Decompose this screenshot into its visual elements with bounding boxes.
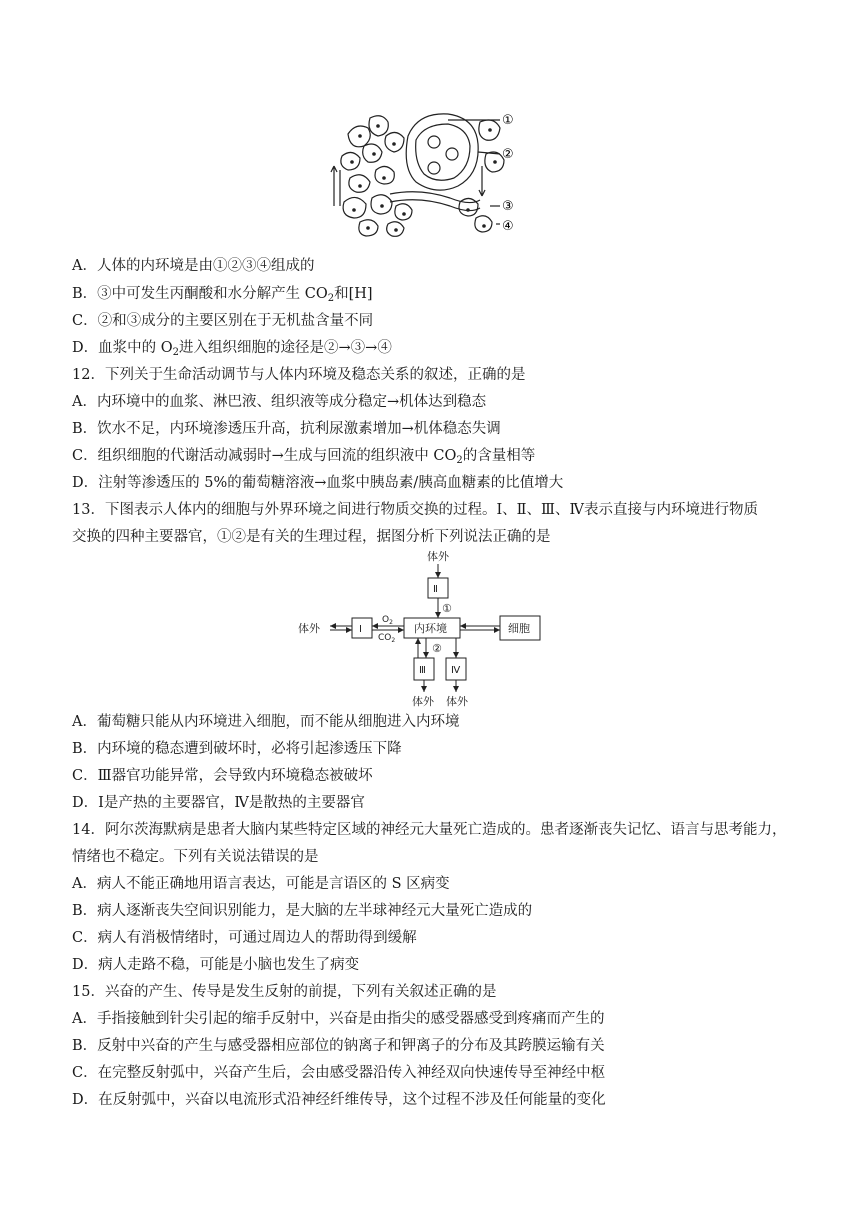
q11-option-c: C．②和③成分的主要区别在于无机盐含量不同 (72, 313, 374, 329)
q12-option-b: B．饮水不足，内环境渗透压升高，抗利尿激素增加→机体稳态失调 (72, 421, 501, 437)
q15-option-d: D．在反射弧中，兴奋以电流形式沿神经纤维传导，这个过程不涉及任何能量的变化 (72, 1092, 606, 1108)
q13-option-c: C．Ⅲ器官功能异常，会导致内环境稳态被破坏 (72, 768, 373, 784)
label-1: ① (502, 113, 514, 128)
q12-stem: 12．下列关于生命活动调节与人体内环境及稳态关系的叙述，正确的是 (72, 367, 526, 383)
q13-stem-line1: 13．下图表示人体内的细胞与外界环境之间进行物质交换的过程。Ⅰ、Ⅱ、Ⅲ、Ⅳ表示直接与内环境进行物质 (72, 502, 758, 518)
o2-label: $O_2$ (382, 615, 393, 626)
process-1: ① (442, 602, 452, 615)
q12-option-c: C．组织细胞的代谢活动减弱时→生成与回流的组织液中 $CO_2$的含量相等 (72, 448, 536, 466)
q12-option-d: D．注射等渗透压的 5%的葡萄糖溶液→血浆中胰岛素/胰高血糖素的比值增大 (72, 475, 564, 491)
organ-2: Ⅱ (433, 584, 438, 595)
internal-environment: 内环境 (414, 622, 447, 635)
q14-option-a: A．病人不能正确地用语言表达，可能是言语区的 S 区病变 (72, 876, 450, 892)
label-3: ③ (502, 199, 514, 214)
outside-left: 体外 (298, 622, 320, 635)
q11-option-d: D．血浆中的 $O_2$进入组织细胞的途径是②→③→④ (72, 340, 392, 358)
exchange-diagram (290, 550, 550, 708)
label-4: ④ (502, 219, 514, 234)
outside-bottom-right: 体外 (446, 695, 468, 708)
organ-1: Ⅰ (359, 624, 362, 635)
q13-option-b: B．内环境的稳态遭到破坏时，必将引起渗透压下降 (72, 741, 402, 757)
q11-option-b: B．③中可发生丙酮酸和水分解产生 $CO_2$和[H] (72, 286, 373, 304)
q15-option-c: C．在完整反射弧中，兴奋产生后，会由感受器沿传入神经双向快速传导至神经中枢 (72, 1065, 606, 1081)
q11-option-a: A．人体的内环境是由①②③④组成的 (72, 258, 315, 274)
q13-option-a: A．葡萄糖只能从内环境进入细胞，而不能从细胞进入内环境 (72, 714, 460, 730)
q14-option-d: D．病人走路不稳，可能是小脑也发生了病变 (72, 957, 360, 973)
cell-label: 细胞 (508, 622, 530, 635)
q13-option-d: D．Ⅰ是产热的主要器官，Ⅳ是散热的主要器官 (72, 795, 365, 811)
q12-option-a: A．内环境中的血浆、淋巴液、组织液等成分稳定→机体达到稳态 (72, 394, 487, 410)
q13-stem-line2: 交换的四种主要器官，①②是有关的生理过程，据图分析下列说法正确的是 (72, 529, 551, 545)
q14-stem-line1: 14．阿尔茨海默病是患者大脑内某些特定区域的神经元大量死亡造成的。患者逐渐丧失记忆、语言与思考能力， (72, 822, 787, 838)
q14-option-b: B．病人逐渐丧失空间识别能力，是大脑的左半球神经元大量死亡造成的 (72, 903, 533, 919)
label-2: ② (502, 147, 514, 162)
outside-top: 体外 (427, 550, 449, 563)
tissue-diagram (330, 106, 530, 246)
process-2: ② (432, 642, 442, 655)
q15-option-b: B．反射中兴奋的产生与感受器相应部位的钠离子和钾离子的分布及其跨膜运输有关 (72, 1038, 605, 1054)
q15-option-a: A．手指接触到针尖引起的缩手反射中，兴奋是由指尖的感受器感受到疼痛而产生的 (72, 1011, 605, 1027)
q15-stem: 15．兴奋的产生、传导是发生反射的前提，下列有关叙述正确的是 (72, 984, 497, 1000)
q14-stem-line2: 情绪也不稳定。下列有关说法错误的是 (72, 849, 319, 865)
outside-bottom-left: 体外 (412, 695, 434, 708)
organ-3: Ⅲ (419, 665, 426, 676)
co2-label: $CO_2$ (378, 633, 396, 644)
q14-option-c: C．病人有消极情绪时，可通过周边人的帮助得到缓解 (72, 930, 417, 946)
organ-4: Ⅳ (451, 665, 461, 676)
